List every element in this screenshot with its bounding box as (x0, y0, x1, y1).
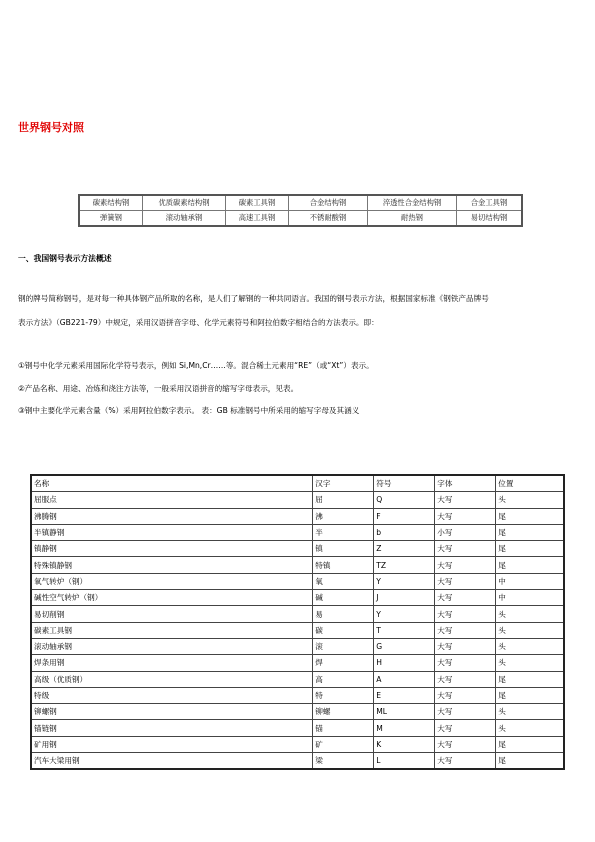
column-header-hanzi: 汉字 (313, 475, 374, 492)
cell-symbol: J (374, 590, 435, 606)
cell-font: 大写 (435, 753, 496, 770)
cell-font: 大写 (435, 541, 496, 557)
nav-link-rolling-bearing-steel[interactable]: 滚动轴承钢 (143, 211, 226, 227)
cell-position: 尾 (496, 671, 564, 687)
cell-hanzi: 锚 (313, 720, 374, 736)
nav-link-alloy-tool-steel[interactable]: 合金工具钢 (457, 195, 523, 211)
cell-hanzi: 碱 (313, 590, 374, 606)
intro-paragraph-line-2: 表示方法》（GB221-79）中规定，采用汉语拼音字母、化学元素符号和阿拉伯数字相结合的方法表示。即： (18, 318, 379, 327)
nav-link-carbon-tool-steel[interactable]: 碳素工具钢 (226, 195, 289, 211)
nav-link-stainless-acid-resistant-steel[interactable]: 不锈耐酸钢 (289, 211, 368, 227)
cell-position: 尾 (496, 541, 564, 557)
table-row (31, 687, 564, 703)
nav-link-quality-carbon-structural-steel[interactable]: 优质碳素结构钢 (143, 195, 226, 211)
cell-font: 小写 (435, 524, 496, 540)
page-title: 世界钢号对照 (18, 121, 84, 134)
table-row (31, 736, 564, 752)
cell-position: 尾 (496, 736, 564, 752)
cell-position: 尾 (496, 687, 564, 703)
cell-symbol: L (374, 753, 435, 770)
cell-name: 矿用钢 (31, 736, 313, 752)
column-header-font: 字体 (435, 475, 496, 492)
column-header-position: 位置 (496, 475, 564, 492)
cell-hanzi: 屈 (313, 492, 374, 508)
cell-position: 尾 (496, 524, 564, 540)
cell-hanzi: 滚 (313, 638, 374, 654)
steel-category-nav (78, 194, 523, 227)
cell-font: 大写 (435, 590, 496, 606)
cell-name: 滚动轴承钢 (31, 638, 313, 654)
cell-font: 大写 (435, 622, 496, 638)
cell-hanzi: 梁 (313, 753, 374, 770)
cell-font: 大写 (435, 736, 496, 752)
cell-position: 头 (496, 492, 564, 508)
table-row (31, 720, 564, 736)
cell-position: 中 (496, 573, 564, 589)
cell-symbol: TZ (374, 557, 435, 573)
cell-symbol: Z (374, 541, 435, 557)
table-row (31, 492, 564, 508)
table-row (31, 557, 564, 573)
cell-hanzi: 高 (313, 671, 374, 687)
nav-row (79, 195, 522, 211)
cell-name: 碱性空气转炉（钢） (31, 590, 313, 606)
cell-position: 头 (496, 622, 564, 638)
cell-name: 半镇静钢 (31, 524, 313, 540)
cell-name: 特殊镇静钢 (31, 557, 313, 573)
cell-position: 头 (496, 655, 564, 671)
cell-symbol: F (374, 508, 435, 524)
cell-name: 焊条用钢 (31, 655, 313, 671)
cell-hanzi: 沸 (313, 508, 374, 524)
table-body (31, 492, 564, 770)
cell-name: 锚链钢 (31, 720, 313, 736)
cell-symbol: Y (374, 606, 435, 622)
cell-position: 尾 (496, 557, 564, 573)
cell-hanzi: 易 (313, 606, 374, 622)
cell-name: 屈服点 (31, 492, 313, 508)
cell-name: 沸腾钢 (31, 508, 313, 524)
table-row (31, 573, 564, 589)
nav-link-heat-resistant-steel[interactable]: 耐热钢 (368, 211, 457, 227)
table-row (31, 524, 564, 540)
cell-position: 头 (496, 638, 564, 654)
cell-symbol: K (374, 736, 435, 752)
cell-position: 尾 (496, 508, 564, 524)
cell-font: 大写 (435, 687, 496, 703)
table-row (31, 704, 564, 720)
cell-symbol: Y (374, 573, 435, 589)
intro-paragraph-line-1: 钢的牌号简称钢号，是对每一种具体钢产品所取的名称，是人们了解钢的一种共同语言。我国的钢号表示方法，根据国家标准《钢铁产品牌号 (18, 294, 489, 303)
nav-link-carbon-structural-steel[interactable]: 碳素结构钢 (79, 195, 143, 211)
table-row (31, 655, 564, 671)
section-heading: 一、我国钢号表示方法概述 (18, 254, 112, 263)
table-row (31, 590, 564, 606)
cell-hanzi: 焊 (313, 655, 374, 671)
column-header-name: 名称 (31, 475, 313, 492)
cell-symbol: M (374, 720, 435, 736)
cell-font: 大写 (435, 492, 496, 508)
cell-hanzi: 矿 (313, 736, 374, 752)
cell-name: 铆螺钢 (31, 704, 313, 720)
cell-hanzi: 碳 (313, 622, 374, 638)
cell-symbol: H (374, 655, 435, 671)
table-header-row (31, 475, 564, 492)
table-row (31, 606, 564, 622)
nav-row (79, 211, 522, 227)
abbreviation-table (30, 474, 565, 770)
rule-item-2: ②产品名称、用途、冶炼和浇注方法等，一般采用汉语拼音的缩写字母表示，见表。 (18, 384, 299, 393)
nav-link-high-speed-tool-steel[interactable]: 高速工具钢 (226, 211, 289, 227)
cell-hanzi: 特镇 (313, 557, 374, 573)
cell-symbol: T (374, 622, 435, 638)
cell-name: 高级（优质钢） (31, 671, 313, 687)
column-header-symbol: 符号 (374, 475, 435, 492)
cell-name: 碳素工具钢 (31, 622, 313, 638)
cell-font: 大写 (435, 704, 496, 720)
cell-symbol: Q (374, 492, 435, 508)
cell-font: 大写 (435, 638, 496, 654)
rule-item-1: ①钢号中化学元素采用国际化学符号表示，例如 Si,Mn,Cr……等。混合稀土元素用“RE”（或“Xt”）表示。 (18, 361, 374, 370)
cell-hanzi: 镇 (313, 541, 374, 557)
nav-link-alloy-structural-steel[interactable]: 合金结构钢 (289, 195, 368, 211)
cell-hanzi: 半 (313, 524, 374, 540)
cell-name: 特级 (31, 687, 313, 703)
cell-font: 大写 (435, 655, 496, 671)
cell-position: 头 (496, 606, 564, 622)
table-row (31, 753, 564, 770)
cell-font: 大写 (435, 508, 496, 524)
cell-hanzi: 特 (313, 687, 374, 703)
cell-position: 头 (496, 720, 564, 736)
table-row (31, 541, 564, 557)
nav-link-free-cutting-structural-steel[interactable]: 易切结构钢 (457, 211, 523, 227)
cell-name: 氧气转炉（钢） (31, 573, 313, 589)
cell-symbol: b (374, 524, 435, 540)
rule-item-3: ③钢中主要化学元素含量（%）采用阿拉伯数字表示。 表：GB 标准钢号中所采用的缩写字母及其涵义 (18, 406, 360, 415)
cell-name: 镇静钢 (31, 541, 313, 557)
cell-font: 大写 (435, 720, 496, 736)
cell-font: 大写 (435, 671, 496, 687)
cell-position: 头 (496, 704, 564, 720)
cell-font: 大写 (435, 606, 496, 622)
cell-position: 尾 (496, 753, 564, 770)
cell-font: 大写 (435, 557, 496, 573)
cell-name: 易切削钢 (31, 606, 313, 622)
cell-symbol: ML (374, 704, 435, 720)
table-row (31, 638, 564, 654)
table-row (31, 508, 564, 524)
table-row (31, 671, 564, 687)
cell-symbol: E (374, 687, 435, 703)
nav-link-spring-steel[interactable]: 弹簧钢 (79, 211, 143, 227)
cell-symbol: G (374, 638, 435, 654)
cell-font: 大写 (435, 573, 496, 589)
cell-name: 汽车大梁用钢 (31, 753, 313, 770)
cell-hanzi: 铆螺 (313, 704, 374, 720)
cell-position: 中 (496, 590, 564, 606)
nav-link-hardenability-alloy-structural-steel[interactable]: 淬透性合金结构钢 (368, 195, 457, 211)
cell-hanzi: 氧 (313, 573, 374, 589)
table-row (31, 622, 564, 638)
cell-symbol: A (374, 671, 435, 687)
